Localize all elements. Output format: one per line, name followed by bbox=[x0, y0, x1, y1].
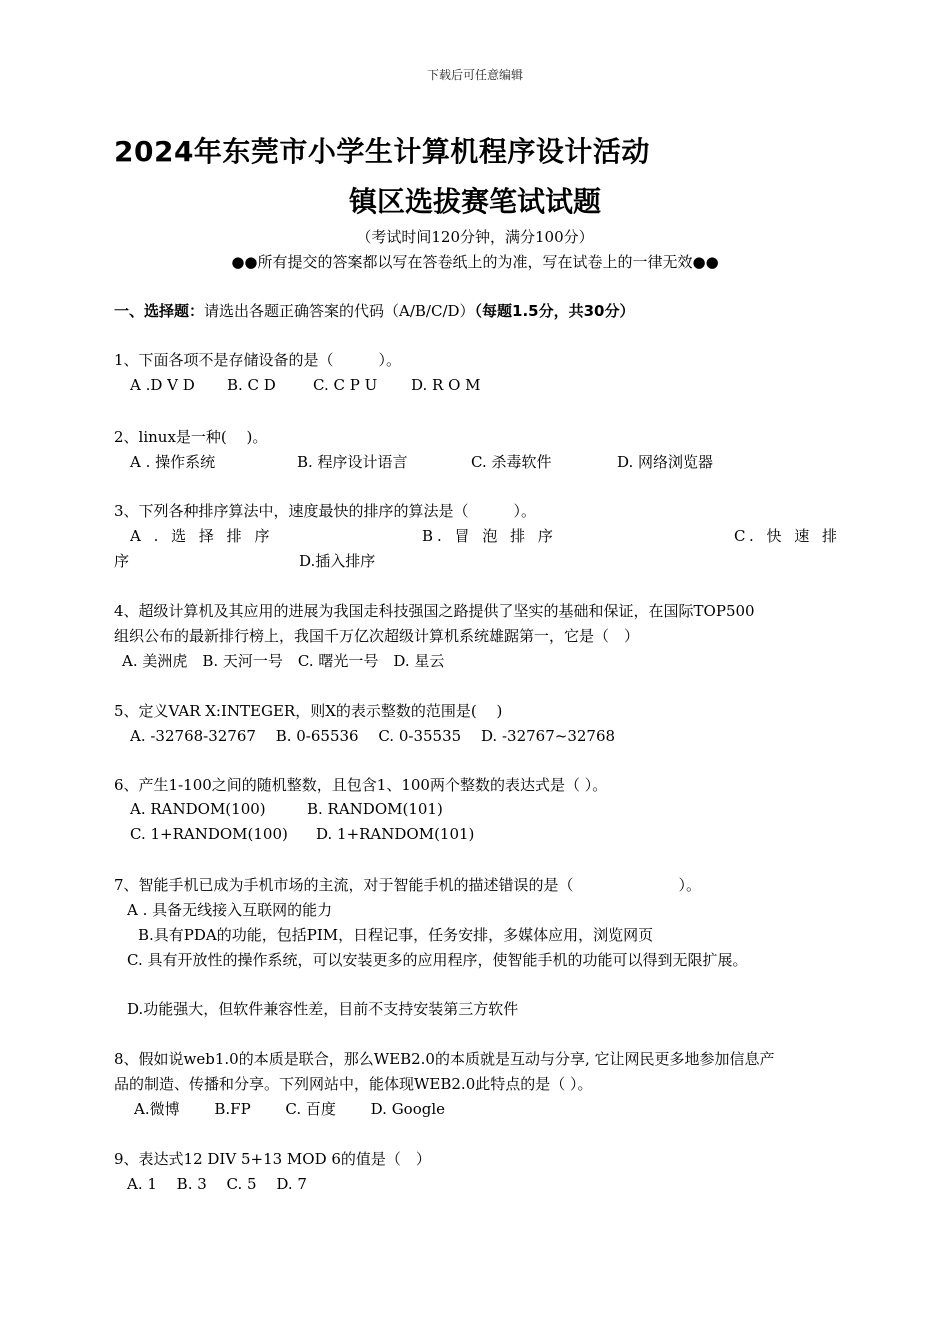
section-scoring: （每题1.5分，共30分） bbox=[474, 302, 635, 320]
q9-options: A. 1 B. 3 C. 5 D. 7 bbox=[127, 1175, 307, 1193]
q6-option-c: C. 1+RANDOM(100) bbox=[130, 825, 288, 843]
question-8-stem-line-1: 8、假如说web1.0的本质是联合，那么WEB2.0的本质就是互动与分享, 它让网民更多地参加信息产 bbox=[114, 1050, 775, 1068]
question-4-stem-line-1: 4、超级计算机及其应用的进展为我国走科技强国之路提供了坚实的基础和保证，在国际TOP500 bbox=[114, 602, 755, 620]
q4-options: A. 美洲虎 B. 天河一号 C. 曙光一号 D. 星云 bbox=[122, 652, 445, 670]
header-note: 下载后可任意编辑 bbox=[426, 68, 523, 82]
q7-option-d: D.功能强大，但软件兼容性差，目前不支持安装第三方软件 bbox=[127, 1000, 519, 1018]
q2-option-d: D. 网络浏览器 bbox=[617, 453, 714, 471]
q6-option-b: B. RANDOM(101) bbox=[307, 800, 443, 818]
q1-option-b: B. C D bbox=[227, 376, 276, 394]
question-8-stem-line-2: 品的制造、传播和分享。下列网站中，能体现WEB2.0此特点的是（ ）。 bbox=[114, 1075, 593, 1093]
q1-option-c: C. C P U bbox=[313, 376, 378, 394]
section-heading bbox=[114, 300, 635, 321]
section-instruction: 请选出各题正确答案的代码（A/B/C/D） bbox=[204, 302, 475, 320]
q3-option-a: A . 选 择 排 序 bbox=[130, 527, 274, 545]
q2-option-c: C. 杀毒软件 bbox=[471, 453, 552, 471]
q6-option-d: D. 1+RANDOM(101) bbox=[316, 825, 475, 843]
question-3-stem: 3、下列各种排序算法中，速度最快的排序的算法是（ ）。 bbox=[114, 502, 537, 520]
q5-options: A. -32768-32767 B. 0-65536 C. 0-35535 D. -32767~32768 bbox=[130, 727, 616, 745]
q2-option-a: A . 操作系统 bbox=[130, 453, 216, 471]
title-line-1: 2024年东莞市小学生计算机程序设计活动 bbox=[114, 135, 650, 168]
section-title: 一、选择题： bbox=[114, 302, 205, 320]
question-5-stem: 5、定义VAR X:INTEGER，则X的表示整数的范围是( ) bbox=[114, 702, 503, 720]
title-line-2: 镇区选拔赛笔试试题 bbox=[348, 185, 601, 218]
q3-option-c: C. 快 速 排 bbox=[734, 527, 842, 545]
q8-options: A.微博 B.FP C. 百度 D. Google bbox=[134, 1100, 446, 1118]
question-6-stem: 6、产生1-100之间的随机整数，且包含1、100两个整数的表达式是（ ）。 bbox=[114, 776, 608, 794]
q3-option-c-wrap: 序 bbox=[114, 552, 130, 570]
question-2-stem: 2、linux是一种( )。 bbox=[114, 428, 268, 446]
q3-option-d: D.插入排序 bbox=[299, 552, 376, 570]
q6-option-a: A. RANDOM(100) bbox=[130, 800, 266, 818]
q2-option-b: B. 程序设计语言 bbox=[297, 453, 408, 471]
question-1-stem: 1、下面各项不是存储设备的是（ ）。 bbox=[114, 351, 402, 369]
q1-option-a: A .D V D bbox=[130, 376, 195, 394]
q1-option-d: D. R O M bbox=[411, 376, 481, 394]
question-4-stem-line-2: 组织公布的最新排行榜上，我国千万亿次超级计算机系统雄踞第一，它是（ ） bbox=[114, 627, 640, 645]
q7-option-c: C. 具有开放性的操作系统，可以安装更多的应用程序，使智能手机的功能可以得到无限扩展。 bbox=[127, 951, 748, 969]
notice: ●●所有提交的答案都以写在答卷纸上的为准，写在试卷上的一律无效●● bbox=[231, 253, 719, 271]
exam-info: （考试时间120分钟，满分100分） bbox=[356, 228, 594, 246]
q7-option-b: B.具有PDA的功能，包括PIM，日程记事，任务安排，多媒体应用，浏览网页 bbox=[138, 926, 654, 944]
question-7-stem: 7、智能手机已成为手机市场的主流，对于智能手机的描述错误的是（ ）。 bbox=[114, 876, 702, 894]
question-9-stem: 9、表达式12 DIV 5+13 MOD 6的值是（ ） bbox=[114, 1150, 431, 1168]
q3-option-b: B. 冒 泡 排 序 bbox=[422, 527, 557, 545]
q7-option-a: A . 具备无线接入互联网的能力 bbox=[127, 901, 333, 919]
